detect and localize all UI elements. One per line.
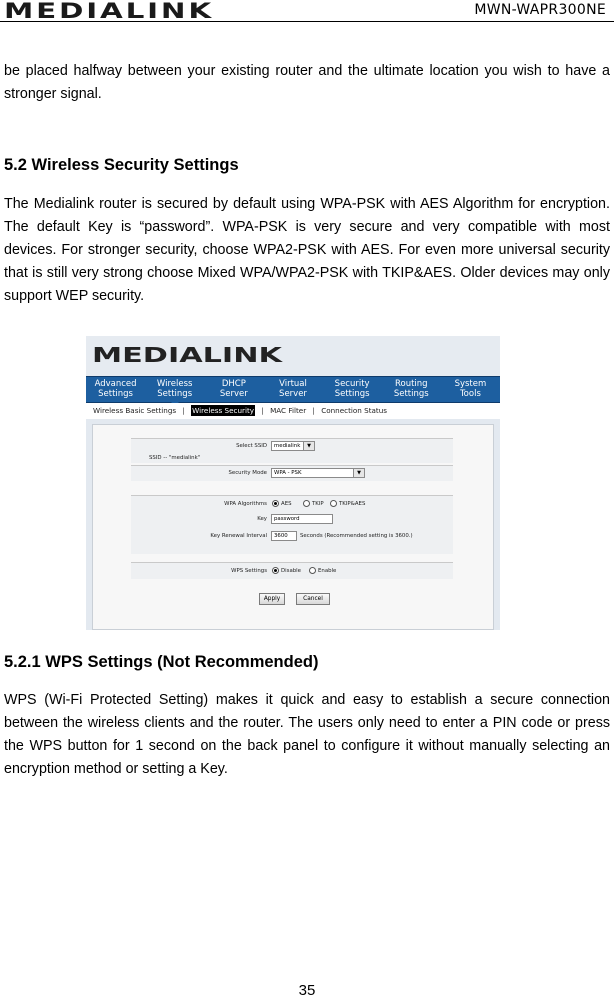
medialink-logo [4, 1, 216, 19]
svg-text:MEDIALINK: MEDIALINK [4, 1, 214, 19]
wpa-algorithms-label: WPA Algorithms [224, 501, 267, 507]
radio-tkip[interactable] [303, 500, 310, 507]
subnav-wireless-security[interactable]: Wireless Security [192, 406, 255, 415]
subnav-separator: | [312, 406, 315, 415]
nav-virtual-server[interactable]: Virtual Server [279, 379, 307, 399]
intro-paragraph: be placed halfway between your existing router and the ultimate location you wish to have a stronger signal. [4, 63, 610, 102]
select-ssid-value: medialink [274, 443, 301, 449]
subnav-mac-filter[interactable]: MAC Filter [270, 406, 307, 415]
router-subnav [86, 403, 500, 419]
ssid-panel [131, 438, 453, 463]
chevron-down-icon: ▼ [353, 469, 364, 477]
radio-tkip-label: TKIP [312, 501, 324, 507]
radio-aes-label: AES [281, 501, 292, 507]
model-number: MWN-WAPR300NE [474, 2, 606, 18]
select-ssid-dropdown[interactable] [271, 441, 315, 451]
key-renewal-label: Key Renewal Interval [210, 533, 267, 539]
wps-settings-label: WPS Settings [231, 568, 267, 574]
select-ssid-label: Select SSID [236, 443, 267, 449]
router-logo [92, 343, 284, 365]
key-input[interactable]: password [271, 514, 333, 524]
section-heading-5-2: 5.2 Wireless Security Settings [4, 156, 239, 174]
nav-routing-settings[interactable]: Routing Settings [393, 379, 429, 399]
apply-button[interactable]: Apply [259, 593, 285, 605]
header-rule [0, 21, 614, 22]
nav-wireless-settings[interactable] [145, 377, 204, 402]
nav-wireless-label: Wireless Settings [156, 379, 193, 399]
svg-text:MEDIALINK: MEDIALINK [92, 343, 284, 365]
radio-aes[interactable] [272, 500, 279, 507]
wps-panel [131, 562, 453, 579]
nav-dhcp-server[interactable]: DHCP Server [219, 379, 248, 399]
security-mode-value: WPA - PSK [274, 470, 302, 476]
router-form-area [92, 424, 494, 630]
radio-wps-disable-label: Disable [281, 568, 301, 574]
nav-system-tools[interactable]: System Tools [454, 379, 487, 399]
nav-advanced-settings[interactable]: Advanced Settings [94, 379, 137, 399]
security-mode-dropdown[interactable] [271, 468, 365, 478]
router-screenshot [86, 336, 500, 630]
page-number: 35 [298, 982, 316, 999]
subnav-separator: | [182, 406, 185, 415]
subnav-wireless-basic[interactable]: Wireless Basic Settings [93, 406, 177, 415]
router-header [86, 336, 500, 376]
section-5-2-1-body: WPS (Wi-Fi Protected Setting) makes it quick and easy to establish a secure connection between the wireless clients and the router. The users only need to enter a PIN code or press the WPS button for 1 second on the back panel to configure it without manually selecting an encryption method or setting a Key. [4, 692, 610, 777]
radio-tkip-aes-label: TKIP&AES [339, 501, 366, 507]
cancel-button[interactable]: Cancel [296, 593, 330, 605]
router-main-nav [86, 376, 500, 403]
key-renewal-note: Seconds (Recommended setting is 3600.) [300, 533, 413, 539]
subnav-connection-status[interactable]: Connection Status [321, 406, 388, 415]
nav-security-settings[interactable]: Security Settings [334, 379, 370, 399]
chevron-down-icon: ▼ [303, 442, 314, 450]
subnav-separator: | [261, 406, 264, 415]
ssid-line: SSID -- "medialink" [149, 455, 201, 461]
key-renewal-input[interactable]: 3600 [271, 531, 297, 541]
radio-wps-enable[interactable] [309, 567, 316, 574]
section-heading-5-2-1: 5.2.1 WPS Settings (Not Recommended) [4, 653, 319, 671]
key-label: Key [257, 516, 267, 522]
radio-tkip-aes[interactable] [330, 500, 337, 507]
radio-wps-enable-label: Enable [318, 568, 337, 574]
section-5-2-body: The Medialink router is secured by default using WPA-PSK with AES Algorithm for encryption. The default Key is “password”. WPA-PSK is very secure and very compatible with most devices. For stronger security, choose WPA2-PSK with AES. For even more universal security that is still very strong choose Mixed WPA/WPA2-PSK with TKIP&AES. Older devices may only support WEP security. [4, 196, 610, 304]
security-mode-panel [131, 465, 453, 481]
security-mode-label: Security Mode [228, 470, 267, 476]
radio-wps-disable[interactable] [272, 567, 279, 574]
wpa-panel [131, 495, 453, 554]
